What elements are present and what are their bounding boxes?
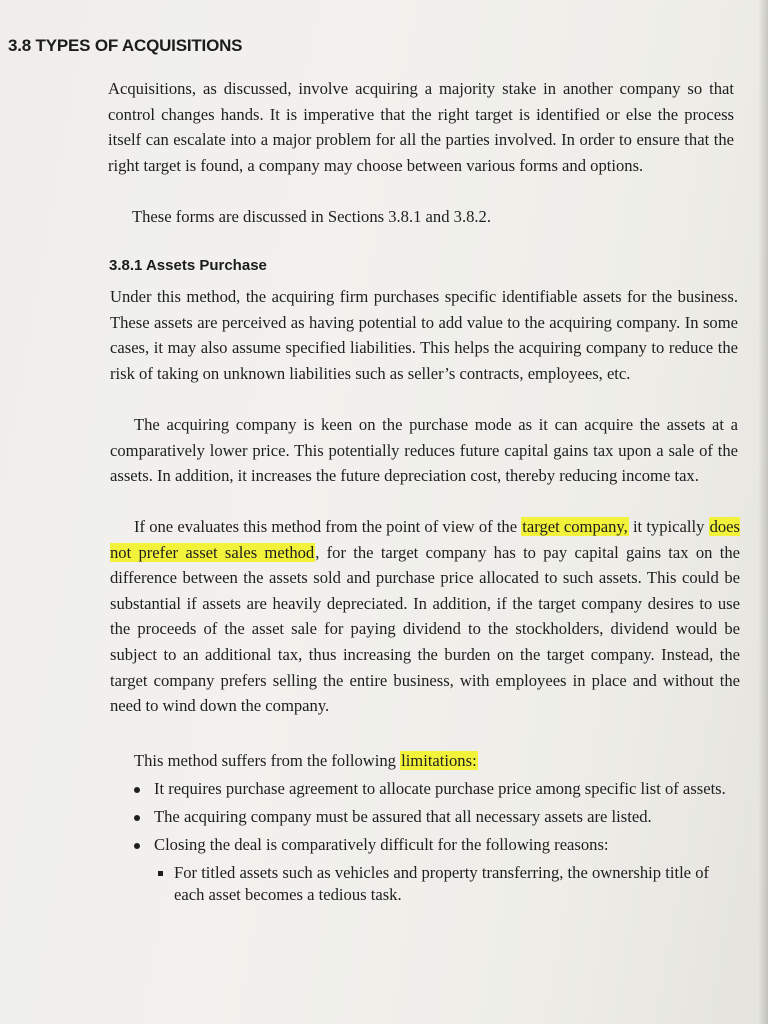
assets-paragraph-1: Under this method, the acquiring firm purchases specific identifiable assets for the business. These assets are perceived as having potential to add value to the acquiring company. In some cases, it may also assume specified liabilities. This helps the acquiring company to reduce the risk of taking on unknown liabilities such as seller’s contracts, employees, etc.	[110, 287, 738, 383]
p4-text-a: This method suffers from the following	[134, 751, 401, 770]
sub-list	[154, 862, 742, 906]
subsection-heading: 3.8.1 Assets Purchase	[109, 257, 267, 274]
p3-text-b: it typically	[628, 517, 709, 536]
list-item	[130, 778, 742, 800]
bullet-icon	[134, 843, 140, 849]
highlight-not-prefer: does not prefer asset sales method	[110, 517, 740, 562]
assets-paragraph-3	[110, 514, 740, 719]
limitations-list	[130, 778, 742, 912]
list-item-text: Closing the deal is comparatively difficult for the following reasons:	[154, 835, 609, 854]
list-item	[130, 806, 742, 828]
list-item-text: The acquiring company must be assured that all necessary assets are listed.	[154, 807, 652, 826]
bullet-icon	[134, 815, 140, 821]
assets-paragraph-2: The acquiring company is keen on the purchase mode as it can acquire the assets at a comparatively lower price. This potentially reduces future capital gains tax upon a sale of the assets. In addition, it increases the future depreciation cost, thereby reducing income tax.	[110, 415, 738, 486]
list-item-text: It requires purchase agreement to allocate purchase price among specific list of assets.	[154, 779, 726, 798]
section-heading: 3.8 TYPES OF ACQUISITIONS	[8, 36, 243, 55]
assets-paragraph-4	[134, 748, 740, 774]
list-item	[130, 834, 742, 906]
sub-list-item-text: For titled assets such as vehicles and property transferring, the ownership title of each asset becomes a tedious task.	[174, 863, 710, 904]
p3-text-c: , for the target company has to pay capital gains tax on the difference between the assets sold and purchase price allocated to such assets. This could be substantial if assets are heavily depreciated. In addition, if the target company desires to use the proceeds of the asset sale for paying dividend to the stockholders, dividend would be subject to an additional tax, thus increasing the burden on the target company. Instead, the target company prefers selling the entire business, with employees in place and without the need to wind down the company.	[110, 542, 740, 716]
page-edge-shadow	[758, 0, 768, 1024]
bullet-icon	[134, 787, 140, 793]
sub-list-item	[154, 862, 742, 906]
intro-paragraph-2: These forms are discussed in Sections 3.8.1 and 3.8.2.	[132, 207, 492, 226]
p3-text-a: If one evaluates this method from the point of view of the	[134, 517, 522, 536]
intro-paragraph-1: Acquisitions, as discussed, involve acquiring a majority stake in another company so that control changes hands. It is imperative that the right target is identified or else the process itself can escalate into a major problem for all the parties involved. In order to ensure that the right target is found, a company may choose between various forms and options.	[108, 79, 734, 175]
highlight-limitations: limitations:	[401, 751, 477, 770]
square-bullet-icon	[158, 871, 163, 876]
highlight-target-company: target company,	[522, 517, 628, 536]
